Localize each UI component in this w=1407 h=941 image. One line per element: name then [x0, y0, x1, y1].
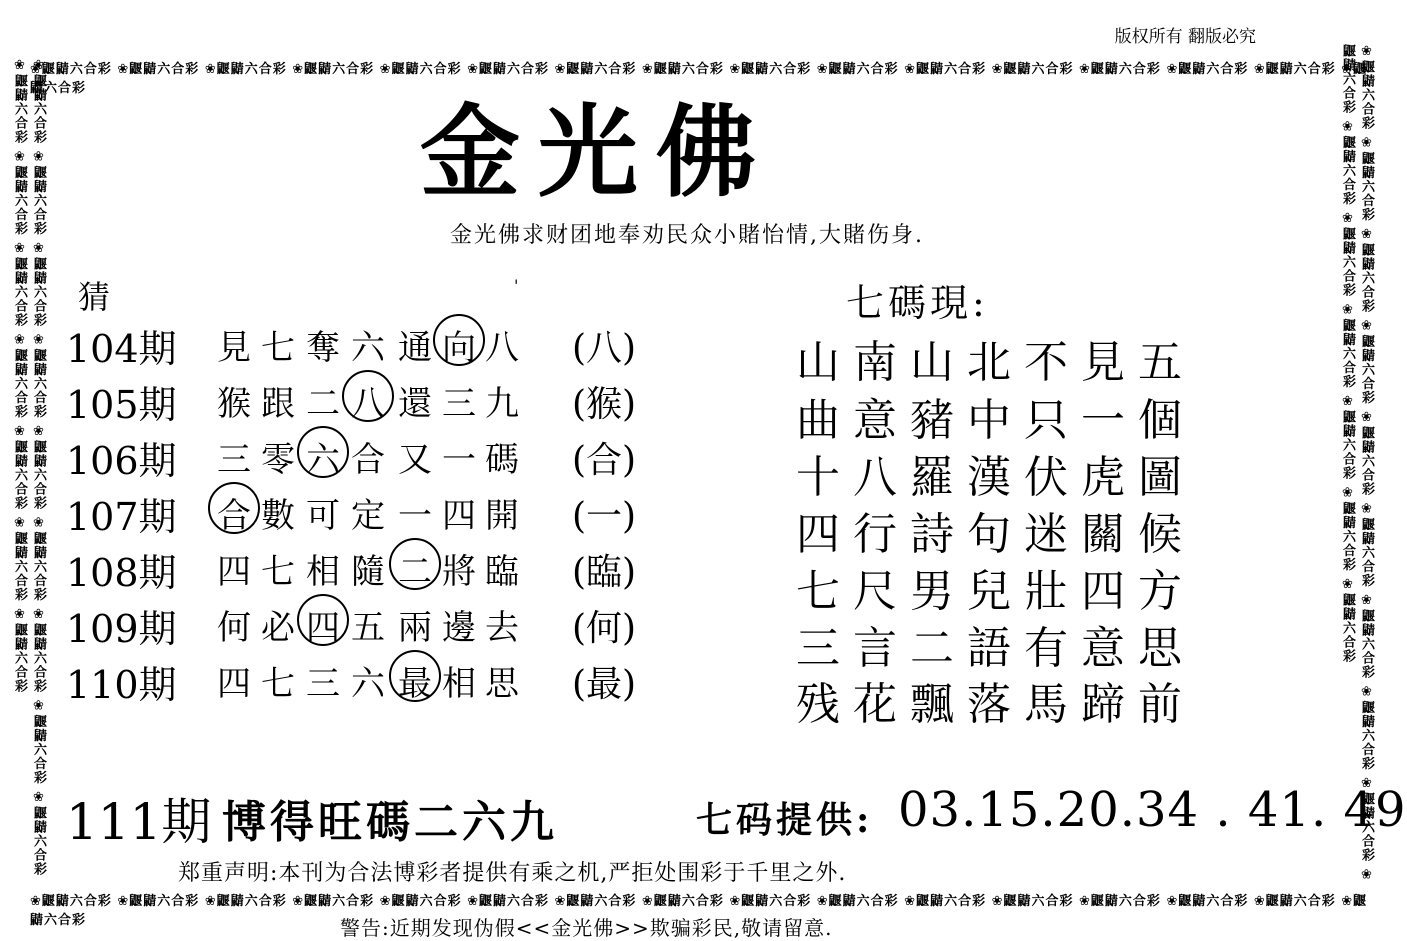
circled-clue-char: 二: [393, 544, 437, 593]
period-answer: (一): [572, 496, 637, 537]
clue-char: 四: [217, 552, 251, 592]
disclaimer: 郑重声明:本刊为合法博彩者提供有乘之机,严拒处围彩于千里之外.: [178, 861, 847, 886]
period-number: 108期: [66, 551, 177, 595]
period-number: 107期: [66, 495, 177, 539]
poem-line: 四行詩句迷關候: [796, 509, 1195, 560]
clue-char: 零: [261, 440, 295, 480]
clue-char: 三: [217, 440, 251, 480]
period-answer: (猴): [572, 384, 637, 425]
period-row: [66, 318, 666, 374]
circled-clue-char: 最: [393, 656, 437, 705]
period-row: [66, 542, 666, 598]
period-number: 105期: [66, 383, 177, 427]
clue-char: 將: [442, 552, 476, 592]
copyright-notice: 版权所有 翻版必究: [1114, 27, 1256, 47]
guess-label: 猜: [78, 278, 111, 316]
clue-char: 碼: [485, 440, 519, 480]
period-number: 110期: [66, 663, 177, 707]
clue-char: 見: [217, 328, 251, 368]
clue-char: 又: [398, 440, 432, 480]
clue-char: 數: [261, 496, 295, 536]
clue-char: 跟: [261, 384, 295, 424]
clue-char: 六: [351, 328, 385, 368]
period-row: [66, 374, 666, 430]
clue-char: 何: [217, 608, 251, 648]
clue-char: 八: [485, 328, 519, 368]
clue-char: 必: [261, 608, 295, 648]
seven-numbers: 03.15.20.34 . 41. 49: [898, 782, 1407, 838]
poem-line: 山南山北不見五: [796, 337, 1195, 388]
period-answer: (最): [572, 664, 637, 705]
period-row: [66, 598, 666, 654]
clue-char: 邊: [442, 608, 476, 648]
clue-char: 四: [217, 664, 251, 704]
period-number: 104期: [66, 327, 177, 371]
clue-char: 五: [351, 608, 385, 648]
clue-char: 通: [398, 328, 432, 368]
poem-line: 十八羅漢伏虎圖: [796, 452, 1195, 503]
clue-char: 七: [261, 664, 295, 704]
clue-char: 三: [306, 664, 340, 704]
period-row: [66, 486, 666, 542]
clue-char: 七: [261, 328, 295, 368]
period-number: 106期: [66, 439, 177, 483]
final-prediction: 博得旺碼二六九: [222, 797, 558, 848]
poem-title: 七碼現:: [846, 281, 989, 325]
circled-clue-char: 向: [437, 320, 481, 369]
clue-char: 四: [442, 496, 476, 536]
period-answer: (八): [572, 328, 637, 369]
clue-char: 合: [351, 440, 385, 480]
clue-char: 六: [351, 664, 385, 704]
stray-mark: ': [514, 276, 519, 295]
clue-char: 奪: [306, 328, 340, 368]
clue-char: 定: [351, 496, 385, 536]
poem-line: 曲意豬中只一個: [796, 395, 1195, 446]
border-left: ❀鼴鼱六合彩 ❀鼴鼱六合彩 ❀鼴鼱六合彩 ❀鼴鼱六合彩 ❀鼴鼱六合彩 ❀鼴鼱六合彩 ❀鼴鼱六合彩 ❀鼴鼱六合彩 ❀鼴鼱六合彩 ❀鼴鼱六合彩 ❀鼴鼱六合彩 ❀鼴鼱六合彩 ❀鼴鼱六合彩 ❀鼴鼱六合彩 ❀鼴鼱六合彩 ❀鼴鼱六合彩: [12, 58, 46, 877]
circled-clue-char: 四: [301, 600, 345, 649]
period-answer: (臨): [572, 552, 637, 593]
warning: 警告:近期发现伪假<<金光佛>>欺骗彩民,敬请留意.: [340, 916, 833, 940]
period-row: [66, 430, 666, 486]
clue-char: 七: [261, 552, 295, 592]
clue-char: 臨: [485, 552, 519, 592]
clue-char: 兩: [398, 608, 432, 648]
poem-line: 七尺男兒壯四方: [796, 566, 1195, 617]
poem-line: 残花飄落馬蹄前: [796, 679, 1195, 730]
poem-line: 三言二語有意思: [796, 623, 1195, 674]
page-title: 金光佛: [420, 93, 774, 211]
clue-char: 相: [442, 664, 476, 704]
clue-char: 九: [485, 384, 519, 424]
border-top: ❀鼴鼱六合彩 ❀鼴鼱六合彩 ❀鼴鼱六合彩 ❀鼴鼱六合彩 ❀鼴鼱六合彩 ❀鼴鼱六合彩 ❀鼴鼱六合彩 ❀鼴鼱六合彩 ❀鼴鼱六合彩 ❀鼴鼱六合彩 ❀鼴鼱六合彩 ❀鼴鼱六合彩 ❀鼴鼱六合彩 ❀鼴鼱六合彩 ❀鼴鼱六合彩 ❀鼴鼱六合彩: [30, 62, 1368, 96]
clue-char: 二: [306, 384, 340, 424]
clue-char: 開: [485, 496, 519, 536]
border-right: ❀鼴鼱六合彩 ❀鼴鼱六合彩 ❀鼴鼱六合彩 ❀鼴鼱六合彩 ❀鼴鼱六合彩 ❀鼴鼱六合彩 ❀鼴鼱六合彩 ❀鼴鼱六合彩 ❀鼴鼱六合彩 ❀鼴鼱六合彩 ❀鼴鼱六合彩 ❀鼴鼱六合彩 ❀鼴鼱六合彩 ❀鼴鼱六合彩 ❀鼴鼱六合彩 ❀鼴鼱六合彩: [1340, 44, 1374, 884]
clue-char: 去: [485, 608, 519, 648]
period-number: 109期: [66, 607, 177, 651]
circled-clue-char: 合: [212, 488, 256, 537]
final-period: 111期: [66, 793, 212, 851]
clue-char: 思: [485, 664, 519, 704]
period-answer: (何): [572, 608, 637, 649]
period-row: [66, 654, 666, 710]
clue-char: 可: [306, 496, 340, 536]
clue-char: 還: [398, 384, 432, 424]
clue-char: 隨: [351, 552, 385, 592]
clue-char: 三: [442, 384, 476, 424]
clue-char: 相: [306, 552, 340, 592]
seven-numbers-label: 七码提供:: [696, 799, 874, 841]
circled-clue-char: 六: [301, 432, 345, 481]
period-answer: (合): [572, 440, 637, 481]
border-bottom: ❀鼴鼱六合彩 ❀鼴鼱六合彩 ❀鼴鼱六合彩 ❀鼴鼱六合彩 ❀鼴鼱六合彩 ❀鼴鼱六合彩 ❀鼴鼱六合彩 ❀鼴鼱六合彩 ❀鼴鼱六合彩 ❀鼴鼱六合彩 ❀鼴鼱六合彩 ❀鼴鼱六合彩 ❀鼴鼱六合彩 ❀鼴鼱六合彩 ❀鼴鼱六合彩 ❀鼴鼱六合彩: [30, 894, 1368, 928]
clue-char: 一: [442, 440, 476, 480]
circled-clue-char: 八: [346, 376, 390, 425]
clue-char: 猴: [217, 384, 251, 424]
clue-char: 一: [398, 496, 432, 536]
subtitle: 金光佛求财团地奉劝民众小賭怡情,大賭伤身.: [450, 223, 924, 248]
